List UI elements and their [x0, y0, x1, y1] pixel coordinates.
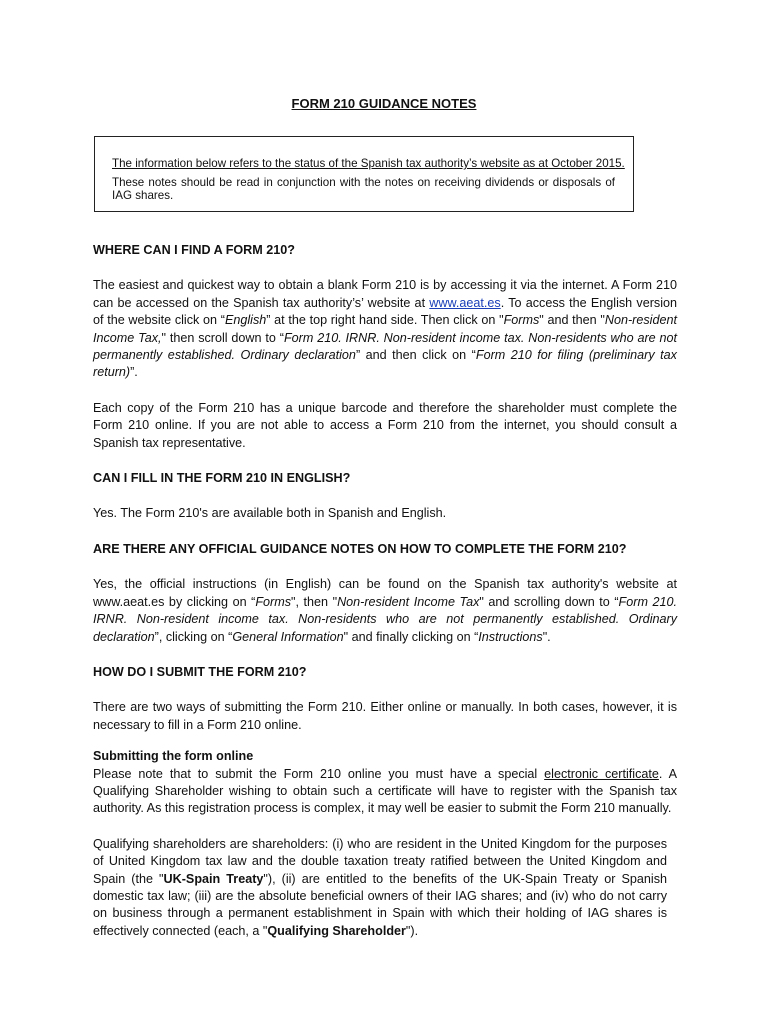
heading-guidance: ARE THERE ANY OFFICIAL GUIDANCE NOTES ON HOW TO COMPLETE THE FORM 210? — [93, 541, 627, 556]
notice-line-status: The information below refers to the status of the Spanish tax authority’s website as at October 2015. — [112, 157, 625, 170]
paragraph-qualifying-shareholders: Qualifying shareholders are shareholders: (i) who are resident in the United Kingdom for the purposes of United Kingdom tax law and the double taxation treaty ratified between the United Kingdom and Spain (the "UK-Spain Treaty"), (ii) are entitled to the benefits of the UK-Spain Treaty or Spanish domestic tax law; (iii) are the absolute beneficial owners of their IAG shares; and (iv) who do not carry on business through a permanent establishment in Spain with which their holding of IAG shares is effectively connected (each, a "Qualifying Shareholder"). — [93, 836, 667, 938]
heading-where-find: WHERE CAN I FIND A FORM 210? — [93, 243, 295, 257]
electronic-certificate-term: electronic certificate — [544, 766, 659, 781]
heading-english: CAN I FILL IN THE FORM 210 IN ENGLISH? — [93, 471, 351, 486]
notice-line-conjunction: These notes should be read in conjunction with the notes on receiving dividends or disposals of IAG shares. — [112, 176, 615, 202]
paragraph-barcode: Each copy of the Form 210 has a unique barcode and therefore the shareholder must complete the Form 210 online. If you are not able to access a Form 210 from the internet, you should consult a Spanish tax representative. — [93, 400, 677, 450]
heading-submit: HOW DO I SUBMIT THE FORM 210? — [93, 664, 307, 679]
notice-box — [94, 136, 634, 212]
paragraph-guidance: Yes, the official instructions (in English) can be found on the Spanish tax authority's website at www.aeat.es by clicking on “Forms", then "Non-resident Income Tax" and scrolling down to “Form 210. IRNR. Non-resident income tax. Non-residents who are not permanently established. Ordinary declaration”, clicking on “General Information" and finally clicking on “Instructions". — [93, 577, 677, 644]
document-title: FORM 210 GUIDANCE NOTES — [291, 96, 477, 111]
paragraph-where-find: The easiest and quickest way to obtain a blank Form 210 is by accessing it via the internet. A Form 210 can be accessed on the Spanish tax authority’s’ website at www.aeat.es. To access the English version of the website click on “English” at the top right hand side. Then click on "Forms" and then "Non-resident Income Tax," then scroll down to “Form 210. IRNR. Non-resident income tax. Non-residents who are not permanently established. Ordinary declaration” and then click on “Form 210 for filing (preliminary tax return)”. — [93, 278, 678, 380]
paragraph-submit-online: Please note that to submit the Form 210 online you must have a special electronic certificate. A Qualifying Shareholder wishing to obtain such a certificate will have to register with the Spanish tax authority. As this registration process is complex, it may well be easier to submit the Form 210 manually. — [93, 766, 678, 816]
paragraph-english: Yes. The Form 210's are available both in Spanish and English. — [93, 506, 447, 521]
aeat-link[interactable]: www.aeat.es — [429, 295, 501, 310]
document-body — [93, 242, 677, 940]
subheading-submit-online: Submitting the form online — [93, 749, 254, 764]
paragraph-submit-ways: There are two ways of submitting the Form 210. Either online or manually. In both cases, however, it is necessary to fill in a Form 210 online. — [93, 700, 677, 732]
